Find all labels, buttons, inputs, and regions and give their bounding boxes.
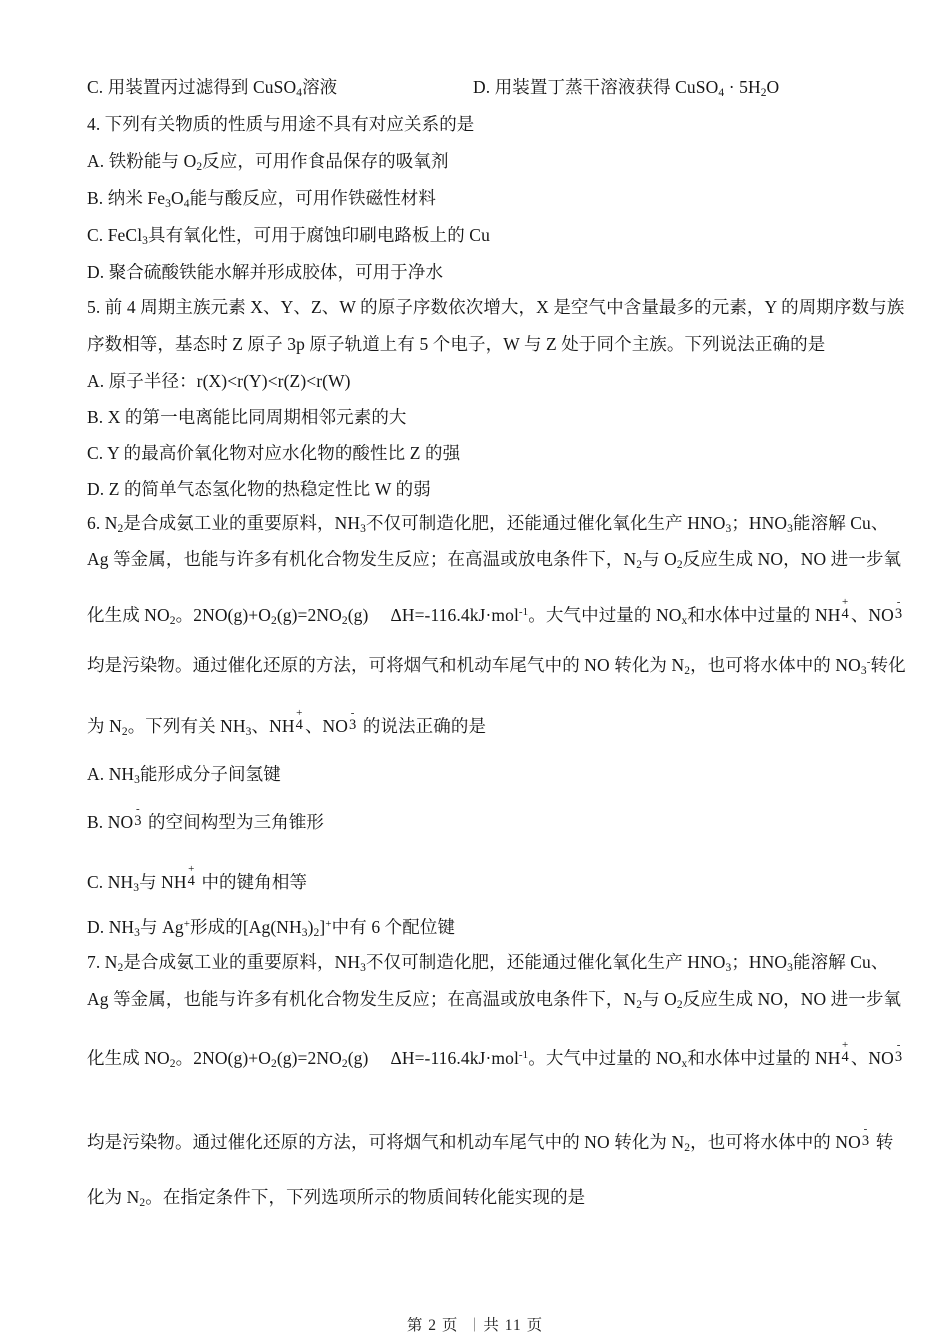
q5-option-b: B. X 的第一电离能比同周期相邻元素的大	[87, 407, 407, 427]
subscript: 2	[341, 615, 348, 627]
superscript: -1	[518, 1049, 529, 1061]
subscript: 4	[183, 198, 190, 210]
subscript: 3	[301, 927, 308, 939]
ion-digit: 3	[894, 606, 903, 622]
subscript: 4	[296, 87, 303, 99]
subscript: 3	[787, 962, 793, 974]
subscript: 3	[360, 523, 366, 535]
ion-digit: 3	[349, 717, 357, 733]
subscript: 2	[760, 87, 767, 99]
footer-total-pages: 共 11 页	[483, 1317, 544, 1334]
q6-stem-line1: 6. $N_2$是合成氨工业的重要原料，$NH_3$不仅可制造化肥，还能通过催化氧化生产 $HNO_3$；$HNO_3$能溶解 Cu、	[87, 513, 889, 535]
subscript: 2	[341, 1058, 348, 1070]
q5-stem-line1: 5. 前 4 周期主族元素 X、Y、Z、W 的原子序数依次增大，X 是空气中含量最多的元素，Y 的周期序数与族	[87, 297, 905, 317]
ion-charge-stack	[187, 863, 195, 890]
subscript: 3	[860, 665, 867, 677]
subscript: 3	[134, 774, 141, 786]
subscript: 3	[133, 882, 140, 894]
superscript: -1	[518, 606, 529, 618]
q6-option-b: B. NO - 3 的空间构型为三角锥形	[87, 803, 325, 832]
ion-charge-sign: +	[296, 707, 303, 719]
ion-charge-sign: +	[841, 596, 849, 608]
ion-charge-stack	[861, 1123, 870, 1150]
subscript: 2	[676, 999, 683, 1011]
subscript: 3	[725, 523, 732, 535]
q4-option-b: B. 纳米 $Fe_3O_4$能与酸反应，可用作铁磁性材料	[87, 188, 436, 210]
q3-option-c: C. 用装置丙过滤得到 CuSO$_4$溶液	[87, 77, 338, 99]
q4-option-d: D. 聚合硫酸铁能水解并形成胶体，可用于净水	[87, 262, 444, 282]
ion-digit: 4	[187, 873, 195, 889]
subscript: 2	[169, 615, 176, 627]
ion-charge-stack	[894, 1039, 903, 1066]
subscript: 2	[169, 1058, 176, 1070]
q6-stem-line5: 为 $N_2$。下列有关 $NH_3$、NH + 4 、NO - 3 的说法正确的是	[87, 707, 487, 738]
q7-stem-line2: Ag 等金属，也能与许多有机化合物发生反应；在高温或放电条件下，$N_2$与 $O_2$反应生成 NO，NO 进一步氧	[87, 989, 902, 1011]
subscript: 2	[636, 559, 643, 571]
subscript: 3	[725, 962, 732, 974]
subscript: 2	[636, 999, 643, 1011]
subscript: 2	[270, 615, 277, 627]
q5-option-a: A. 原子半径：r(X)<r(Y)<r(Z)<r(W)	[87, 371, 351, 391]
subscript: 3	[134, 927, 141, 939]
q5-option-c: C. Y 的最高价氧化物对应水化物的酸性比 Z 的强	[87, 443, 461, 463]
q6-option-d: D. $NH_3$与 Ag+形成的$[Ag(NH_3)_2]^+$中有 6 个配位键	[87, 917, 456, 939]
q4-option-a: A. 铁粉能与 $O_2$反应，可用作食品保存的吸氧剂	[87, 151, 449, 173]
subscript: 4	[718, 87, 725, 99]
q6-stem-line2: Ag 等金属，也能与许多有机化合物发生反应；在高温或放电条件下，$N_2$与 $O_2$反应生成 NO，NO 进一步氧	[87, 549, 902, 571]
q6-option-c: C. $NH_3$与 NH + 4 中的键角相等	[87, 863, 308, 894]
subscript: 3	[360, 962, 366, 974]
ion-digit: 3	[861, 1133, 870, 1149]
subscript: 2	[117, 523, 124, 535]
ion-digit: 4	[841, 1049, 849, 1065]
subscript: 2	[676, 559, 683, 571]
q5-option-d: D. Z 的简单气态氢化物的热稳定性比 W 的弱	[87, 479, 431, 499]
ion-charge-sign: -	[135, 803, 140, 815]
footer-page-number: 第 2 页	[406, 1317, 459, 1334]
ion-digit: 3	[894, 1049, 903, 1065]
subscript: 3	[142, 235, 149, 247]
subscript: 3	[165, 198, 171, 210]
ion-digit: 4	[295, 717, 303, 733]
subscript: x	[681, 615, 688, 627]
footer-separator: ｜	[467, 1319, 482, 1334]
subscript: 2	[684, 1142, 691, 1154]
ion-charge-stack	[841, 1039, 849, 1066]
ion-charge-stack	[894, 596, 903, 623]
q4-stem: 4. 下列有关物质的性质与用途不具有对应关系的是	[87, 114, 475, 134]
superscript: +	[325, 918, 332, 930]
subscript: 2	[270, 1058, 277, 1070]
q7-stem-line5: 化为 $N_2$。在指定条件下，下列选项所示的物质间转化能实现的是	[87, 1187, 586, 1209]
q6-option-a: A. $NH_3$能形成分子间氢键	[87, 764, 281, 786]
ion-charge-stack	[295, 707, 303, 734]
q3-option-d: D. 用装置丁蒸干溶液获得 CuSO$_4$ · $5H_2O$	[473, 77, 780, 99]
subscript: 2	[117, 962, 124, 974]
subscript: x	[681, 1058, 688, 1070]
q5-stem-line2: 序数相等，基态时 Z 原子 3p 原子轨道上有 5 个电子，W 与 Z 处于同个主族。下列说法正确的是	[87, 334, 826, 354]
ion-digit: 3	[134, 813, 142, 829]
ion-charge-sign: -	[896, 596, 901, 608]
subscript: 3	[787, 523, 793, 535]
ion-charge-stack	[349, 707, 357, 734]
q6-stem-line4: 均是污染物。通过催化还原的方法，可将烟气和机动车尾气中的 NO 转化为 $N_2$，也可将水体中的 $NO_3^-$转化	[87, 655, 906, 677]
superscript: -	[866, 656, 871, 668]
q7-stem-line3: 化生成 $NO_2$。$2NO(g)+O_2(g)=2NO_2(g)$ ΔH=-116.4kJ·mol$^{-1}$。大气中过量的 $NO_x$和水体中过量的 NH + 4 、NO - 3	[87, 1039, 903, 1070]
superscript: +	[183, 918, 191, 930]
q6-stem-line3: 化生成 $NO_2$。$2NO(g)+O_2(g)=2NO_2(g)$ ΔH=-116.4kJ·mol$^{-1}$。大气中过量的 $NO_x$和水体中过量的 NH + 4 、NO - 3	[87, 596, 903, 627]
ion-charge-sign: +	[841, 1039, 849, 1051]
q4-option-c: C. FeCl$_3$具有氧化性，可用于腐蚀印刷电路板上的 Cu	[87, 225, 490, 247]
subscript: 3	[245, 726, 252, 738]
subscript: 2	[121, 726, 128, 738]
ion-digit: 4	[841, 606, 849, 622]
ion-charge-stack	[134, 803, 142, 830]
ion-charge-stack	[841, 596, 849, 623]
ion-charge-sign: -	[896, 1039, 901, 1051]
subscript: 2	[684, 665, 691, 677]
subscript: 2	[313, 927, 320, 939]
q7-stem-line1: 7. $N_2$是合成氨工业的重要原料，$NH_3$不仅可制造化肥，还能通过催化氧化生产 $HNO_3$；$HNO_3$能溶解 Cu、	[87, 952, 889, 974]
q7-stem-line4: 均是污染物。通过催化还原的方法，可将烟气和机动车尾气中的 NO 转化为 $N_2$，也可将水体中的 NO - 3 转	[87, 1123, 894, 1154]
page-footer	[0, 1313, 950, 1335]
ion-charge-sign: +	[188, 863, 195, 875]
subscript: 2	[139, 1197, 146, 1209]
ion-charge-sign: -	[863, 1123, 868, 1135]
subscript: 2	[196, 161, 203, 173]
ion-charge-sign: -	[350, 707, 355, 719]
